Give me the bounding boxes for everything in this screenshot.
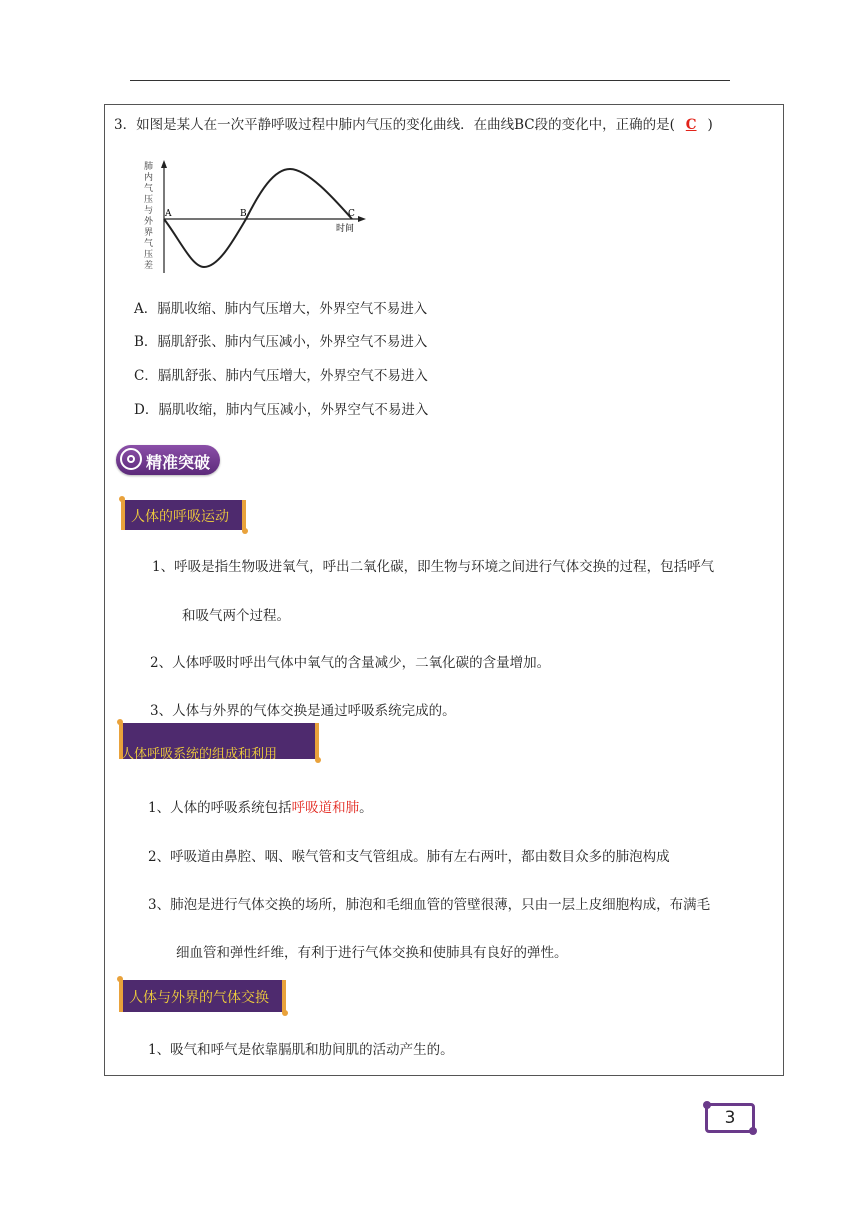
s1-item-1: 1、呼吸是指生物吸进氧气，呼出二氧化碳，即生物与环境之间进行气体交换的过程，包括呼气	[152, 559, 715, 575]
y-axis-label-char: 外	[144, 217, 154, 227]
section-title-3	[119, 980, 286, 1012]
point-label-c: C	[348, 209, 355, 219]
y-axis-arrow	[161, 160, 167, 168]
y-axis-label-char: 压	[144, 195, 154, 205]
y-axis-label-char: 压	[144, 250, 154, 260]
x-axis-label: 时间	[336, 224, 355, 234]
y-axis-label-char: 界	[144, 228, 154, 238]
section-title-3-label: 人体与外界的气体交换	[129, 990, 269, 1006]
option-a: A．膈肌收缩、肺内气压增大，外界空气不易进入	[134, 301, 428, 317]
section-title-2	[119, 723, 319, 762]
point-label-a: A	[165, 209, 172, 219]
s1-item-1-cont: 和吸气两个过程。	[182, 608, 290, 624]
s2-item-3-cont: 细血管和弹性纤维，有利于进行气体交换和使肺具有良好的弹性。	[176, 945, 568, 961]
section-title-1	[121, 500, 246, 530]
s2-item-1-text: 1、人体的呼吸系统包括	[148, 800, 292, 816]
section-badge-label: 精准突破	[146, 453, 211, 472]
y-axis-label-char: 气	[144, 239, 154, 249]
pressure-curve	[164, 169, 355, 267]
y-axis-label-char: 肺	[144, 162, 154, 172]
y-axis-label-char: 气	[144, 184, 154, 194]
s2-item-2: 2、呼吸道由鼻腔、咽、喉气管和支气管组成。肺有左右两叶，都由数目众多的肺泡构成	[148, 849, 670, 865]
point-label-b: B	[240, 209, 247, 219]
option-b: B．膈肌舒张、肺内气压减小，外界空气不易进入	[134, 334, 428, 350]
s1-item-3: 3、人体与外界的气体交换是通过呼吸系统完成的。	[150, 703, 456, 719]
s1-item-2: 2、人体呼吸时呼出气体中氧气的含量减少，二氧化碳的含量增加。	[150, 655, 551, 671]
y-axis-label-char: 差	[144, 261, 154, 271]
section-title-2-label: 人体呼吸系统的组成和利用	[121, 747, 278, 762]
y-axis-label-char: 内	[144, 173, 154, 183]
y-axis-label	[144, 160, 154, 271]
answer-letter: C	[685, 117, 697, 133]
header-rule	[130, 80, 730, 81]
question-text: 3．如图是某人在一次平静呼吸过程中肺内气压的变化曲线．在曲线BC段的变化中，正确的是(	[114, 117, 675, 133]
section-badge	[116, 445, 220, 475]
question-stem	[114, 113, 713, 133]
y-axis-label-char: 与	[144, 206, 154, 216]
x-axis-arrow	[358, 216, 366, 222]
s2-item-1-highlight: 呼吸道和肺	[291, 800, 360, 816]
s2-item-1	[148, 796, 373, 816]
svg-text:肺内气压与外界气压差	[144, 160, 154, 271]
option-d: D．膈肌收缩，肺内气压减小，外界空气不易进入	[134, 402, 429, 418]
option-c: C．膈肌舒张、肺内气压增大，外界空气不易进入	[134, 368, 428, 384]
pressure-chart	[140, 155, 380, 285]
page-number: 3	[705, 1103, 755, 1133]
s3-item-1: 1、吸气和呼气是依靠膈肌和肋间肌的活动产生的。	[148, 1042, 454, 1058]
target-icon	[120, 448, 142, 470]
question-close: )	[707, 117, 713, 133]
s2-item-3: 3、肺泡是进行气体交换的场所，肺泡和毛细血管的管壁很薄，只由一层上皮细胞构成，布满毛	[148, 897, 711, 913]
s2-item-1-end: 。	[359, 800, 373, 816]
section-title-1-label: 人体的呼吸运动	[131, 509, 229, 525]
